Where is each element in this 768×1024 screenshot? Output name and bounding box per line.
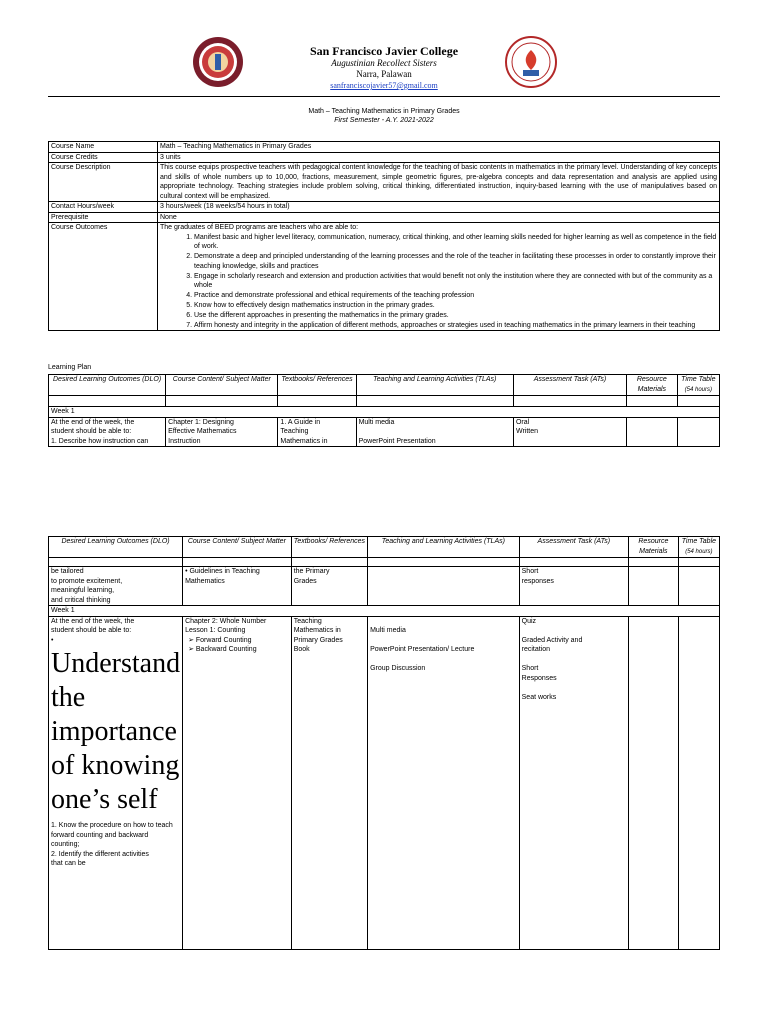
resources-cell: [628, 567, 678, 606]
time-cell: [678, 616, 719, 949]
table-row: [49, 396, 720, 407]
table-row: [49, 163, 720, 202]
dlo-cell: At the end of the week, the student should be able to: • Understand the importance of knowing one’s self 1. Know the procedure on how to teach forward counting and backward counting; 2. Identify the different activities that can be: [49, 616, 183, 949]
table-row: [49, 606, 720, 617]
header-resources: Resource Materials: [628, 537, 678, 558]
college-place: Narra, Palawan: [356, 69, 412, 79]
content-cell: Chapter 1: Designing Effective Mathematics Instruction: [166, 417, 278, 447]
course-outcomes-label: Course Outcomes: [49, 223, 158, 331]
header-at: Assessment Task (ATs): [519, 537, 628, 558]
header-dlo: Desired Learning Outcomes (DLO): [49, 537, 183, 558]
table-header-row: [49, 537, 720, 558]
header-tla: Teaching and Learning Activities (TLAs): [368, 537, 520, 558]
course-credits-label: Course Credits: [49, 152, 158, 163]
refs-cell: 1. A Guide in Teaching Mathematics in: [278, 417, 356, 447]
list-item: 3. Engage in scholarly research and extension and production activities that would benefit not only the institution where they are connected with but of the community as a whole: [194, 272, 717, 292]
document-title: Math – Teaching Mathematics in Primary Grades: [308, 108, 460, 115]
tla-cell: [368, 567, 520, 606]
order-seal-icon: [505, 36, 557, 88]
contact-hours: 3 hours/week (18 weeks/54 hours in total): [158, 202, 720, 213]
at-cell: Quiz Graded Activity and recitation Short Responses Seat works: [519, 616, 628, 949]
header-content: Course Content/ Subject Matter: [183, 537, 292, 558]
learning-plan-table: [48, 374, 720, 447]
outcomes-intro: The graduates of BEED programs are teachers who are able to:: [160, 224, 359, 231]
prerequisite: None: [158, 212, 720, 223]
content-cell: • Guidelines in Teaching Mathematics: [183, 567, 292, 606]
course-description: This course equips prospective teachers with pedagogical content knowledge for the teaching of basic contents in mathematics in the primary level. Understanding of key concepts and skills of whole numbers up to 10,000, fractions, measurement, simple geometric figures, pre-algebra concepts and data representation and analysis are applied using appropriate technology. Teaching strategies include problem solving, critical thinking, differentiated instruction, inquiry-based learning with the use of manipulatives based on cultural context will be emphasized.: [158, 163, 720, 202]
at-cell: Oral Written: [513, 417, 626, 447]
tla-cell: Multi media PowerPoint Presentation/ Lecture Group Discussion: [368, 616, 520, 949]
table-row: [49, 616, 720, 949]
header-time: Time Table (54 hours): [677, 375, 719, 396]
header-tla: Teaching and Learning Activities (TLAs): [356, 375, 513, 396]
course-outcomes: [158, 223, 720, 331]
header-resources: Resource Materials: [627, 375, 678, 396]
tla-cell: Multi media PowerPoint Presentation: [356, 417, 513, 447]
list-item: 6. Use the different approaches in presenting the mathematics in the primary grades.: [194, 311, 717, 321]
list-item: 7. Affirm honesty and integrity in the application of different methods, approaches or strategies used in teaching mathematics in the primary learners in their teaching: [194, 321, 717, 331]
week-label: Week 1: [49, 606, 720, 617]
table-row: [49, 567, 720, 606]
content-cell: Chapter 2: Whole Number Lesson 1: Counting ➢ Forward Counting ➢ Backward Counting: [183, 616, 292, 949]
list-item: 5. Know how to effectively design mathematics instruction in the primary grades.: [194, 301, 717, 311]
week-label: Week 1: [49, 407, 720, 418]
table-row: [49, 152, 720, 163]
prerequisite-label: Prerequisite: [49, 212, 158, 223]
learning-plan-table-continued: [48, 536, 720, 950]
header-dlo: Desired Learning Outcomes (DLO): [49, 375, 166, 396]
resources-cell: [628, 616, 678, 949]
table-row: [49, 142, 720, 153]
header-rule: [48, 96, 720, 97]
document-semester: First Semester - A.Y. 2021-2022: [334, 117, 434, 124]
list-item: 2. Demonstrate a deep and principled understanding of the learning processes and the role of the teacher in facilitating these processes in order to constantly improve their teaching knowledge, skills and practices: [194, 252, 717, 272]
learning-plan-label: Learning Plan: [48, 364, 92, 371]
list-item: ➢ Forward Counting: [188, 636, 252, 644]
header-at: Assessment Task (ATs): [513, 375, 626, 396]
time-cell: [678, 567, 719, 606]
table-row: [49, 558, 720, 567]
header-time: Time Table (54 hours): [678, 537, 719, 558]
header-refs: Textbooks/ References: [291, 537, 367, 558]
course-info-table: [48, 141, 720, 331]
time-cell: [677, 417, 719, 447]
letterhead: [0, 36, 768, 96]
course-name-label: Course Name: [49, 142, 158, 153]
list-item: ➢ Backward Counting: [188, 646, 257, 653]
refs-cell: Teaching Mathematics in Primary Grades Book: [291, 616, 367, 949]
arrowhead-icon: ➢: [188, 636, 196, 644]
course-name: Math – Teaching Mathematics in Primary Grades: [158, 142, 720, 153]
table-header-row: [49, 375, 720, 396]
table-row: [49, 212, 720, 223]
table-row: [49, 202, 720, 213]
college-email[interactable]: sanfranciscojavier57@gmail.com: [330, 81, 438, 90]
resources-cell: [627, 417, 678, 447]
list-item: 4. Practice and demonstrate professional and ethical requirements of the teaching profession: [194, 291, 717, 301]
college-name: San Francisco Javier College: [309, 44, 459, 58]
contact-hours-label: Contact Hours/week: [49, 202, 158, 213]
table-row: [49, 223, 720, 331]
college-order: Augustinian Recollect Sisters: [331, 58, 437, 68]
header-refs: Textbooks/ References: [278, 375, 356, 396]
table-row: [49, 407, 720, 418]
course-desc-label: Course Description: [49, 163, 158, 202]
dlo-cell: be tailored to promote excitement, meaningful learning, and critical thinking: [49, 567, 183, 606]
table-row: [49, 417, 720, 447]
dlo-cell: At the end of the week, the student should be able to: 1. Describe how instruction can: [49, 417, 166, 447]
arrowhead-icon: ➢: [188, 646, 196, 653]
outcomes-list: [160, 233, 717, 331]
course-credits: 3 units: [158, 152, 720, 163]
list-item: 1. Manifest basic and higher level literacy, communication, numeracy, critical thinking, and other learning skills needed for higher learning as well as competence in the field of work.: [194, 233, 717, 253]
at-cell: Short responses: [519, 567, 628, 606]
dlo-emphasis: Understand the importance of knowing one’s self: [51, 648, 181, 815]
header-content: Course Content/ Subject Matter: [166, 375, 278, 396]
refs-cell: the Primary Grades: [291, 567, 367, 606]
